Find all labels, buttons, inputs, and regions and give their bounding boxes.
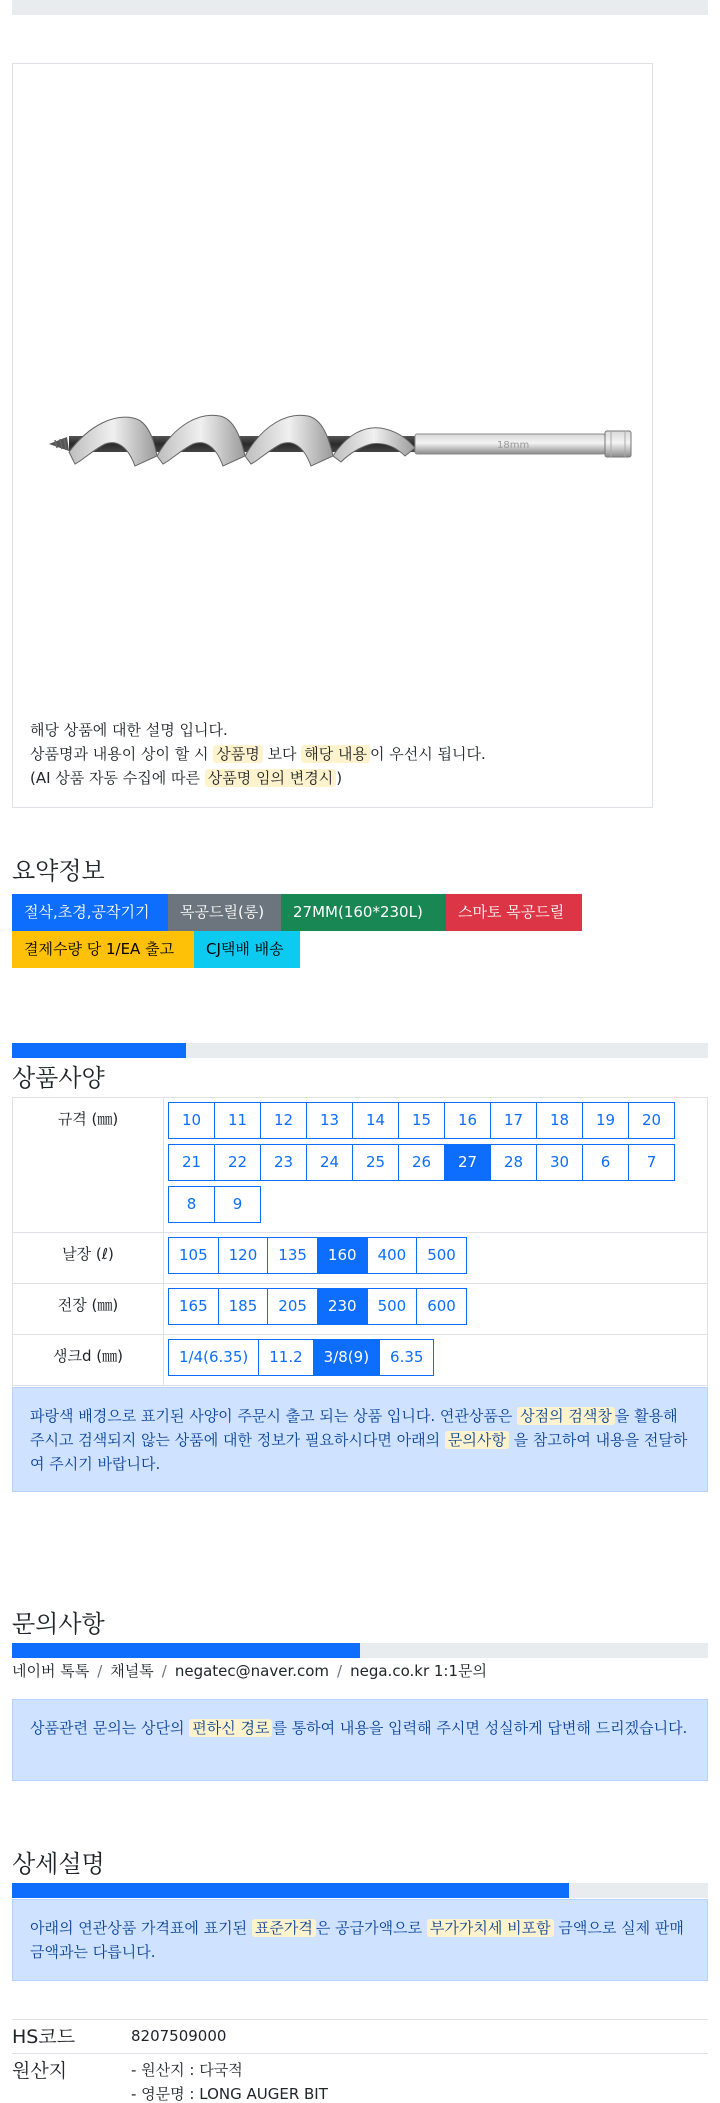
detail-progress-bar bbox=[12, 1883, 708, 1898]
spec-option-button[interactable]: 205 bbox=[267, 1288, 318, 1325]
disclaimer-line-1: 해당 상품에 대한 설명 입니다. bbox=[30, 721, 228, 739]
disclaimer-line-3 bbox=[30, 766, 486, 790]
spec-row-total-length bbox=[13, 1284, 708, 1335]
spec-option-button[interactable]: 11.2 bbox=[258, 1339, 313, 1376]
highlight-content: 해당 내용 bbox=[301, 745, 370, 763]
highlight-store-search: 상점의 검색창 bbox=[517, 1407, 615, 1425]
drill-size-engraving: 18mm bbox=[497, 440, 530, 451]
spec-label-size: 규격 (㎜) bbox=[13, 1098, 164, 1233]
spec-option-button[interactable]: 3/8(9) bbox=[313, 1339, 380, 1376]
spec-option-button[interactable]: 6.35 bbox=[379, 1339, 434, 1376]
spec-option-button[interactable]: 15 bbox=[398, 1102, 445, 1139]
spec-option-button[interactable]: 7 bbox=[628, 1144, 675, 1181]
spec-option-button[interactable]: 11 bbox=[214, 1102, 261, 1139]
hs-code-value: 8207509000 bbox=[131, 2027, 227, 2045]
spec-notice bbox=[12, 1387, 708, 1492]
notice-text: 금액으로 실제 판매금액과는 다릅니다. bbox=[30, 1919, 684, 1961]
spec-option-button[interactable]: 12 bbox=[260, 1102, 307, 1139]
spec-option-button[interactable]: 10 bbox=[168, 1102, 215, 1139]
spec-options-size bbox=[164, 1098, 708, 1233]
spec-option-button[interactable]: 135 bbox=[267, 1237, 318, 1274]
disclaimer-text: 상품명과 내용이 상이 할 시 bbox=[30, 745, 214, 763]
spec-option-button[interactable]: 23 bbox=[260, 1144, 307, 1181]
spec-options-blade-length bbox=[164, 1233, 708, 1284]
disclaimer-text: ) bbox=[336, 769, 343, 787]
contact-links bbox=[12, 1660, 487, 1681]
spec-options-total-length bbox=[164, 1284, 708, 1335]
disclaimer-text: 보다 bbox=[262, 745, 302, 763]
spec-option-button[interactable]: 16 bbox=[444, 1102, 491, 1139]
notice-text: 을 참고하여 내용을 전달하여 주시기 바랍니다. bbox=[30, 1431, 688, 1473]
spec-label-total-length: 전장 (㎜) bbox=[13, 1284, 164, 1335]
auger-drill-bit-image bbox=[35, 404, 635, 484]
spec-option-button[interactable]: 17 bbox=[490, 1102, 537, 1139]
badge-brand: 스마토 목공드릴 bbox=[446, 894, 582, 931]
separator: / bbox=[337, 1662, 343, 1680]
notice-text: 아래의 연관상품 가격표에 표기된 bbox=[30, 1919, 252, 1937]
link-site-inquiry[interactable]: nega.co.kr 1:1문의 bbox=[350, 1662, 487, 1680]
detail-title: 상세설명 bbox=[12, 1850, 105, 1878]
spec-option-button[interactable]: 26 bbox=[398, 1144, 445, 1181]
spec-table bbox=[12, 1097, 708, 1386]
spec-option-button[interactable]: 120 bbox=[218, 1237, 269, 1274]
detail-progress-fill bbox=[12, 1883, 569, 1898]
hs-code-row bbox=[12, 2019, 708, 2053]
disclaimer-text: (AI 상품 자동 수집에 따른 bbox=[30, 769, 205, 787]
notice-text: 을 활용해 주시고 검색되지 않는 상품에 대한 정보가 필요하시다면 아래의 bbox=[30, 1407, 678, 1449]
spec-option-button[interactable]: 160 bbox=[317, 1237, 368, 1274]
spec-options-shank bbox=[164, 1335, 708, 1386]
spec-label-blade-length: 날장 (ℓ) bbox=[13, 1233, 164, 1284]
spec-progress-bar bbox=[12, 1043, 708, 1058]
spec-label-shank: 생크d (㎜) bbox=[13, 1335, 164, 1386]
origin-label: 원산지 bbox=[12, 2060, 68, 2082]
link-naver-talk[interactable]: 네이버 톡톡 bbox=[12, 1662, 90, 1680]
spec-option-button[interactable]: 185 bbox=[218, 1288, 269, 1325]
spec-option-button[interactable]: 400 bbox=[367, 1237, 418, 1274]
notice-text: 은 공급가액으로 bbox=[315, 1919, 427, 1937]
spec-progress-fill bbox=[12, 1043, 186, 1058]
notice-text: 파랑색 배경으로 표기된 사양이 주문시 출고 되는 상품 입니다. 연관상품은 bbox=[30, 1407, 518, 1425]
notice-text: 를 통하여 내용을 입력해 주시면 성실하게 답변해 드리겠습니다. bbox=[272, 1719, 688, 1737]
inquiry-notice bbox=[12, 1699, 708, 1781]
spec-option-button[interactable]: 28 bbox=[490, 1144, 537, 1181]
spec-option-button[interactable]: 25 bbox=[352, 1144, 399, 1181]
spec-option-button[interactable]: 500 bbox=[367, 1288, 418, 1325]
highlight-name-change: 상품명 임의 변경시 bbox=[205, 769, 336, 787]
origin-row bbox=[12, 2053, 708, 2103]
badge-product-type: 목공드릴(롱) bbox=[168, 894, 281, 931]
notice-text: 상품관련 문의는 상단의 bbox=[30, 1719, 190, 1737]
origin-country: - 원산지 : 다국적 bbox=[131, 2061, 243, 2079]
highlight-inquiry: 문의사항 bbox=[445, 1431, 509, 1449]
highlight-product-name: 상품명 bbox=[213, 745, 262, 763]
origin-values bbox=[131, 2058, 328, 2103]
badge-shipping-qty: 결제수량 당 1/EA 출고 bbox=[12, 931, 194, 968]
highlight-convenient-route: 편하신 경로 bbox=[189, 1719, 272, 1737]
spec-row-shank bbox=[13, 1335, 708, 1386]
badge-size: 27MM(160*230L) bbox=[281, 894, 446, 931]
inquiry-title: 문의사항 bbox=[12, 1610, 105, 1638]
spec-option-button[interactable]: 22 bbox=[214, 1144, 261, 1181]
detail-notice bbox=[12, 1899, 708, 1981]
highlight-standard-price: 표준가격 bbox=[252, 1919, 316, 1937]
disclaimer-line-2 bbox=[30, 742, 486, 766]
inquiry-progress-bar bbox=[12, 1643, 708, 1658]
spec-title: 상품사양 bbox=[12, 1064, 105, 1092]
badge-category: 절삭,초경,공작기기 bbox=[12, 894, 168, 931]
spec-option-button[interactable]: 20 bbox=[628, 1102, 675, 1139]
spec-option-button[interactable]: 21 bbox=[168, 1144, 215, 1181]
origin-english-name: - 영문명 : LONG AUGER BIT bbox=[131, 2085, 328, 2103]
spec-option-button[interactable]: 18 bbox=[536, 1102, 583, 1139]
link-channel-talk[interactable]: 채널톡 bbox=[110, 1662, 154, 1680]
top-divider-bar bbox=[12, 0, 708, 15]
separator: / bbox=[97, 1662, 103, 1680]
disclaimer-text: 이 우선시 됩니다. bbox=[369, 745, 486, 763]
badge-courier: CJ택배 배송 bbox=[194, 931, 300, 968]
product-image-card bbox=[12, 63, 653, 808]
spec-option-button[interactable]: 230 bbox=[317, 1288, 368, 1325]
inquiry-progress-fill bbox=[12, 1643, 360, 1658]
spec-option-button[interactable]: 24 bbox=[306, 1144, 353, 1181]
spec-row-size bbox=[13, 1098, 708, 1233]
link-email[interactable]: negatec@naver.com bbox=[174, 1662, 330, 1680]
separator: / bbox=[161, 1662, 167, 1680]
spec-option-button[interactable]: 600 bbox=[416, 1288, 467, 1325]
product-disclaimer bbox=[30, 718, 486, 790]
summary-title: 요약정보 bbox=[12, 857, 105, 885]
spec-option-button[interactable]: 1/4(6.35) bbox=[168, 1339, 259, 1376]
hs-code-label: HS코드 bbox=[12, 2026, 76, 2048]
spec-option-button[interactable]: 9 bbox=[214, 1186, 261, 1223]
spec-row-blade-length bbox=[13, 1233, 708, 1284]
spec-option-button[interactable]: 19 bbox=[582, 1102, 629, 1139]
spec-option-button[interactable]: 6 bbox=[582, 1144, 629, 1181]
spec-option-button[interactable]: 8 bbox=[168, 1186, 215, 1223]
spec-option-button[interactable]: 13 bbox=[306, 1102, 353, 1139]
spec-option-button[interactable]: 30 bbox=[536, 1144, 583, 1181]
spec-option-button[interactable]: 14 bbox=[352, 1102, 399, 1139]
spec-option-button[interactable]: 105 bbox=[168, 1237, 219, 1274]
spec-option-button[interactable]: 27 bbox=[444, 1144, 491, 1181]
spec-option-button[interactable]: 165 bbox=[168, 1288, 219, 1325]
spec-option-button[interactable]: 500 bbox=[416, 1237, 467, 1274]
highlight-vat-excluded: 부가가치세 비포함 bbox=[427, 1919, 554, 1937]
